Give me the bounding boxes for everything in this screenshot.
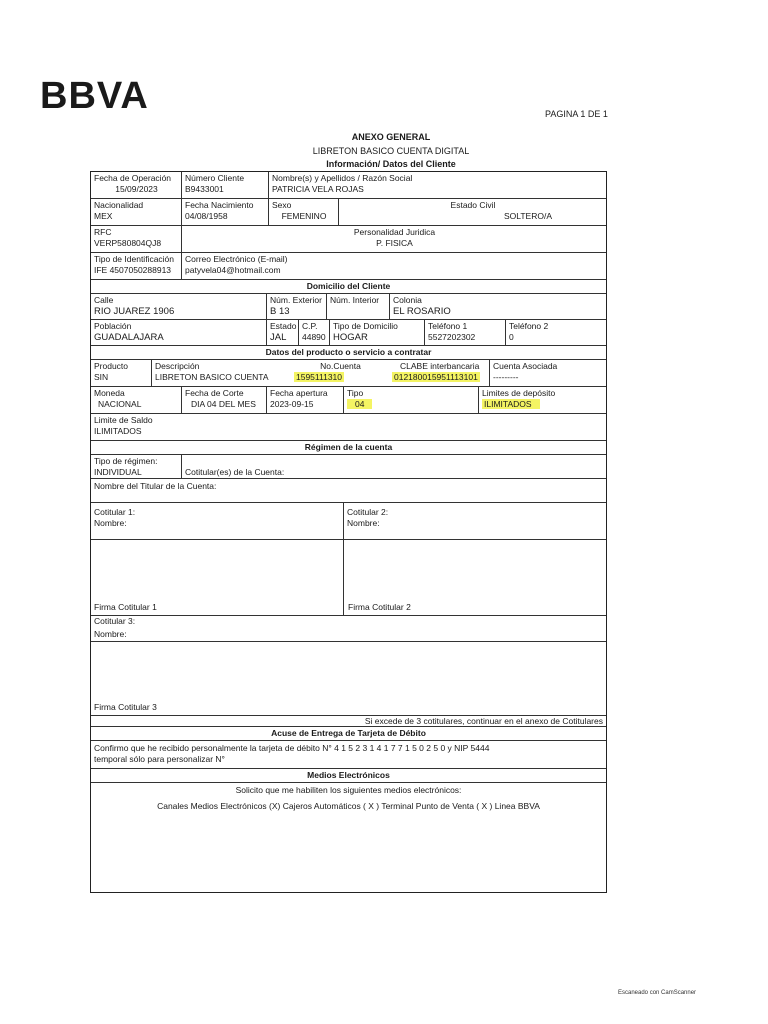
value-fecha-apertura: 2023-09-15	[270, 399, 314, 409]
value-producto: SIN	[94, 372, 109, 382]
label-cotitular1: Cotitular 1:	[94, 507, 136, 517]
row-cliente-1	[91, 172, 606, 199]
value-limites-deposito: ILIMITADOS	[482, 399, 540, 409]
label-estado-civil: Estado Civil	[450, 200, 496, 210]
value-email: patyvela04@hotmail.com	[185, 265, 281, 275]
section-producto: Datos del producto o servicio a contratar	[91, 346, 606, 360]
row-medios	[91, 783, 606, 873]
cell-cp	[298, 320, 329, 345]
section-medios: Medios Electrónicos	[91, 769, 606, 783]
row-firma3	[91, 642, 606, 716]
row-acuse	[91, 741, 606, 769]
row-domicilio-2	[91, 320, 606, 346]
cell-nacionalidad	[91, 199, 181, 225]
value-descripcion: LIBRETON BASICO CUENTA	[155, 372, 269, 382]
cell-limites-deposito	[478, 387, 606, 413]
page-number: PAGINA 1 DE 1	[545, 109, 608, 119]
cell-cotitular1	[91, 503, 343, 539]
value-num-exterior: B 13	[270, 306, 290, 317]
label-num-interior: Núm. Interior	[330, 295, 380, 305]
cell-personalidad	[181, 226, 606, 252]
label-fecha-nacimiento: Fecha Nacimiento	[185, 200, 254, 210]
label-email: Correo Electrónico (E-mail)	[185, 254, 288, 264]
label-estado: Estado	[270, 321, 297, 331]
row-cliente-4	[91, 253, 606, 280]
label-telefono1: Teléfono 1	[428, 321, 468, 331]
value-fecha-operacion: 15/09/2023	[115, 184, 158, 194]
value-telefono2: 0	[509, 332, 514, 342]
form-table	[90, 171, 607, 893]
value-telefono1: 5527202302	[428, 332, 476, 342]
label-calle: Calle	[94, 295, 114, 305]
label-cp: C.P.	[302, 321, 318, 331]
value-poblacion: GUADALAJARA	[94, 332, 164, 343]
label-clabe: CLABE interbancaria	[400, 361, 480, 371]
cell-cotitulares	[181, 455, 606, 478]
label-rfc: RFC	[94, 227, 112, 237]
label-poblacion: Población	[94, 321, 132, 331]
row-limite-saldo	[91, 414, 606, 441]
section-regimen: Régimen de la cuenta	[91, 441, 606, 455]
divider-firma	[343, 540, 344, 615]
label-cotitular3: Cotitular 3:	[94, 616, 136, 626]
label-tipo: Tipo	[347, 388, 364, 398]
value-tipo-regimen: INDIVIDUAL	[94, 467, 142, 477]
cell-calle	[91, 294, 266, 319]
label-sexo: Sexo	[272, 200, 292, 210]
cell-poblacion	[91, 320, 266, 345]
value-personalidad: P. FISICA	[376, 238, 413, 248]
cell-num-interior	[326, 294, 389, 319]
value-tipo-identificacion: IFE 4507050288913	[94, 265, 172, 275]
row-titular	[91, 479, 606, 503]
row-cotitular3	[91, 616, 606, 642]
cell-sexo	[268, 199, 338, 225]
label-colonia: Colonia	[393, 295, 422, 305]
label-num-exterior: Núm. Exterior	[270, 295, 322, 305]
cell-tipo-regimen	[91, 455, 181, 478]
value-tipo: 04	[347, 399, 372, 409]
label-firma2: Firma Cotitular 2	[348, 602, 411, 612]
cell-tipo-domicilio	[329, 320, 424, 345]
label-numero-cliente: Número Cliente	[185, 173, 245, 183]
cell-numero-cliente	[181, 172, 268, 198]
label-limite-saldo: Limite de Saldo	[94, 415, 153, 425]
label-telefono2: Teléfono 2	[509, 321, 549, 331]
row-cliente-2	[91, 199, 606, 226]
cell-no-cuenta	[291, 360, 389, 386]
cell-colonia	[389, 294, 606, 319]
label-nombre: Nombre(s) y Apellidos / Razón Social	[272, 173, 413, 183]
cell-clabe	[389, 360, 489, 386]
acuse-line2: temporal sólo para personalizar N°	[94, 754, 225, 764]
label-cuenta-asociada: Cuenta Asociada	[493, 361, 558, 371]
label-fecha-operacion: Fecha de Operación	[94, 173, 172, 183]
value-fecha-corte: DIA 04 DEL MES	[191, 399, 256, 409]
row-producto-2	[91, 387, 606, 414]
label-fecha-corte: Fecha de Corte	[185, 388, 244, 398]
value-rfc: VERP580804QJ8	[94, 238, 162, 248]
value-estado: JAL	[270, 332, 287, 343]
cell-moneda	[91, 387, 181, 413]
cell-tipo	[343, 387, 478, 413]
value-numero-cliente: B9433001	[185, 184, 224, 194]
cell-num-exterior	[266, 294, 326, 319]
value-nacionalidad: MEX	[94, 211, 113, 221]
label-nombre-cotitular3: Nombre:	[94, 629, 127, 639]
cell-fecha-corte	[181, 387, 266, 413]
label-nombre-cotitular1: Nombre:	[94, 518, 127, 528]
row-regimen-tipo	[91, 455, 606, 479]
row-firma-12	[91, 540, 606, 616]
value-cuenta-asociada: ---------	[493, 372, 519, 382]
section-title-cliente: Información/ Datos del Cliente	[326, 159, 456, 169]
row-domicilio-1	[91, 294, 606, 320]
doc-title: ANEXO GENERAL	[351, 132, 431, 142]
section-acuse: Acuse de Entrega de Tarjeta de Débito	[91, 727, 606, 741]
label-tipo-regimen: Tipo de régimen:	[94, 456, 158, 466]
value-moneda: NACIONAL	[98, 399, 142, 409]
scanner-watermark: Escaneado con CamScanner	[618, 990, 697, 996]
value-limite-saldo: ILIMITADOS	[94, 426, 142, 436]
acuse-line1: Confirmo que he recibido personalmente la tarjeta de débito N° 4 1 5 2 3 1 4 1 7 7 1 5 0 2 5 0 y NIP 5444	[94, 743, 490, 753]
label-moneda: Moneda	[94, 388, 125, 398]
cell-telefono2	[505, 320, 606, 345]
row-nota	[91, 716, 606, 727]
label-personalidad: Personalidad Juridica	[353, 227, 436, 237]
cell-descripcion	[151, 360, 291, 386]
cell-telefono1	[424, 320, 505, 345]
doc-subtitle: LIBRETON BASICO CUENTA DIGITAL	[312, 146, 470, 156]
medios-line2: Canales Medios Electrónicos (X) Cajeros Automáticos ( X ) Terminal Punto de Venta ( X ) Linea BBVA	[157, 801, 540, 811]
bbva-logo	[40, 74, 152, 114]
cell-tipo-identificacion	[91, 253, 181, 279]
label-no-cuenta: No.Cuenta	[320, 361, 361, 371]
cell-producto	[91, 360, 151, 386]
label-nombre-cotitular2: Nombre:	[347, 518, 380, 528]
label-titular: Nombre del Titular de la Cuenta:	[94, 481, 217, 491]
label-descripcion: Descripción	[155, 361, 200, 371]
label-firma1: Firma Cotitular 1	[94, 602, 157, 612]
label-nacionalidad: Nacionalidad	[94, 200, 144, 210]
cell-fecha-operacion	[91, 172, 181, 198]
label-cotitular2: Cotitular 2:	[347, 507, 389, 517]
label-tipo-identificacion: Tipo de Identificación	[94, 254, 175, 264]
value-no-cuenta: 1595111310	[296, 372, 343, 382]
cell-fecha-nacimiento	[181, 199, 268, 225]
section-domicilio: Domicilio del Cliente	[91, 280, 606, 294]
cell-estado	[266, 320, 298, 345]
value-estado-civil: SOLTERO/A	[503, 211, 553, 221]
value-colonia: EL ROSARIO	[393, 306, 451, 317]
row-cliente-3	[91, 226, 606, 253]
value-fecha-nacimiento: 04/08/1958	[185, 211, 228, 221]
cell-estado-civil	[338, 199, 606, 225]
label-producto: Producto	[94, 361, 129, 371]
cell-limite-saldo	[91, 414, 606, 440]
cell-fecha-apertura	[266, 387, 343, 413]
value-clabe: 012180015951113101	[394, 372, 478, 382]
label-cotitulares: Cotitular(es) de la Cuenta:	[185, 467, 285, 477]
value-cp: 44890	[302, 332, 326, 342]
value-calle: RIO JUAREZ 1906	[94, 306, 175, 317]
cell-cotitular2	[343, 503, 606, 539]
cell-email	[181, 253, 606, 279]
value-sexo: FEMENINO	[281, 211, 327, 221]
cell-rfc	[91, 226, 181, 252]
label-tipo-domicilio: Tipo de Domicilio	[333, 321, 398, 331]
value-nombre: PATRICIA VELA ROJAS	[272, 184, 364, 194]
cell-cuenta-asociada	[489, 360, 606, 386]
medios-line1: Solicito que me habiliten los siguientes medios electrónicos:	[235, 785, 462, 795]
value-tipo-domicilio: HOGAR	[333, 332, 368, 343]
label-fecha-apertura: Fecha apertura	[270, 388, 328, 398]
row-producto-1	[91, 360, 606, 387]
row-cotitular-12	[91, 503, 606, 539]
label-firma3: Firma Cotitular 3	[94, 702, 157, 712]
nota-cotitulares: Si excede de 3 cotitulares, continuar en el anexo de Cotitulares	[364, 716, 603, 726]
logo-text: BBVA	[40, 75, 149, 114]
label-limites-deposito: Limites de depósito	[482, 388, 556, 398]
cell-nombre	[268, 172, 606, 198]
